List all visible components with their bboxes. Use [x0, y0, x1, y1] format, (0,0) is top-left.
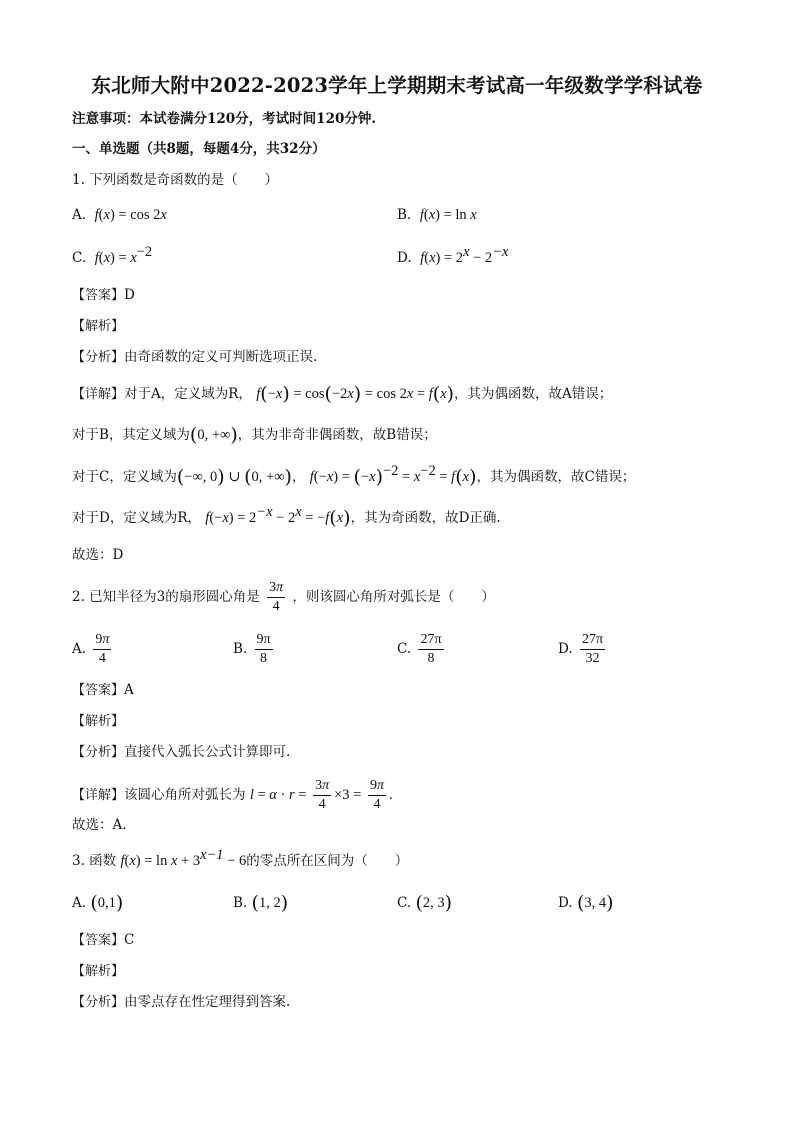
q2-option-d[interactable]: D. $\frac{27\pi}{32}$ [558, 632, 604, 666]
q1-detail-d: 对于D，定义域为R， $f(-x) = 2^{-x} - 2^x = -f(x)$，其为奇函数，故D正确. [72, 504, 501, 529]
question-1-stem: 1. 下列函数是奇函数的是（ ） [72, 172, 279, 188]
q2-choose: 故选：A. [72, 817, 127, 833]
q2-answer: 【答案】A [72, 682, 134, 698]
q3-option-a[interactable]: A. (0,1) [72, 892, 124, 914]
q3-option-d[interactable]: D. (3, 4) [558, 892, 614, 914]
q3-option-c[interactable]: C. (2, 3) [397, 892, 453, 914]
q1-analysis-label: 【解析】 [72, 319, 125, 334]
q2-detail: 【详解】该圆心角所对弧长为 l = α · r = $\frac{3\pi}{4}$ ×3 = $\frac{9\pi}{4}$ . [72, 778, 393, 812]
question-3-stem: 3. 函数 $f(x) = \ln x + 3^{x-1} - 6$的零点所在区间为（ ） [72, 847, 409, 869]
section-heading: 一、单选题（共8题，每题4分，共32分） [72, 141, 326, 157]
q1-answer: 【答案】D [72, 287, 135, 303]
q1-option-b[interactable]: B. f(x) = ln x [397, 207, 477, 223]
fraction-3pi-4: $\frac{3\pi}{4}$ [269, 580, 284, 614]
q1-option-a[interactable]: A. f(x) = cos 2x [72, 207, 167, 223]
question-2-stem: 2. 已知半径为3的扇形圆心角是 $\frac{3\pi}{4}$ ，则该圆心角所对弧长是（ ） [72, 580, 495, 614]
q1-detail-c: 对于C，定义域为(−∞, 0) ∪ (0, +∞)， $f(-x) = (-x)^{-2} = x^{-2} = f(x)$，其为偶函数，故C错误； [72, 463, 636, 488]
q1-option-c[interactable]: C. $f(x) = x^{-2}$ [72, 244, 153, 266]
page-title: 东北师大附中2022-2023学年上学期期末考试高一年级数学学科试卷 [91, 74, 703, 97]
q1-choose: 故选：D [72, 547, 124, 563]
q1-fenxi: 【分析】由奇函数的定义可判断选项正误. [72, 349, 318, 365]
q3-option-b[interactable]: B. (1, 2) [233, 892, 289, 914]
q2-fenxi: 【分析】直接代入弧长公式计算即可. [72, 744, 291, 760]
q2-option-b[interactable]: B. $\frac{9\pi}{8}$ [233, 632, 271, 666]
q2-option-c[interactable]: C. $\frac{27\pi}{8}$ [397, 632, 442, 666]
q1-detail-b: 对于B，其定义域为(0, +∞)，其为非奇非偶函数，故B错误； [72, 424, 437, 446]
q1-detail-a: 【详解】对于A，定义域为R， f(−x) = cos(−2x) = cos 2x = f(x)，其为偶函数，故A错误； [72, 383, 613, 405]
q3-answer: 【答案】C [72, 932, 135, 948]
q2-analysis-label: 【解析】 [72, 714, 125, 729]
q3-fenxi: 【分析】由零点存在性定理得到答案. [72, 994, 291, 1010]
q2-option-a[interactable]: A. $\frac{9\pi}{4}$ [72, 632, 110, 666]
q3-analysis-label: 【解析】 [72, 964, 125, 979]
q1-option-d[interactable]: D. $f(x) = 2^x - 2^{-x}$ [397, 244, 509, 266]
exam-notice: 注意事项：本试卷满分120分，考试时间120分钟. [72, 111, 377, 127]
